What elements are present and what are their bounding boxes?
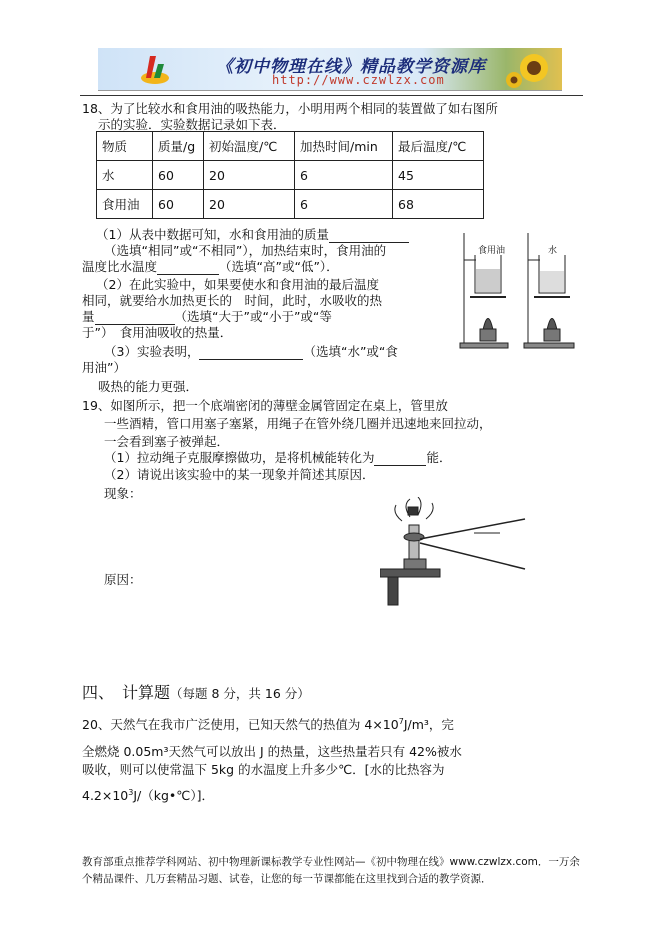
q18-data-table: [96, 131, 484, 219]
q20-line2: 全燃烧 0.05m³天然气可以放出 J 的热量，这些热量若只有 42%被水: [82, 744, 462, 759]
section-note: （每题 8 分，共 16 分）: [170, 686, 310, 701]
q18-stem-line2: 示的实验．实验数据记录如下表．: [98, 117, 286, 132]
q18-part3-text: （选填“水”或“食: [303, 344, 398, 359]
q18-part3-line2: 用油”）: [82, 360, 126, 375]
q18-part3-text: （3）实验表明，: [104, 344, 200, 359]
q19-part1-text: （1）拉动绳子克服摩擦做功，是将机械能转化为: [104, 450, 375, 465]
table-row: [97, 190, 484, 219]
table-cell: 45: [393, 161, 484, 190]
q18-part2-line2: 相同，就要给水加热更长的 时间，此时，水吸收的热: [82, 293, 383, 308]
logo-icon: [138, 52, 172, 86]
header-rule: [80, 95, 583, 96]
table-header-cell: 初始温度/℃: [204, 132, 295, 161]
q19-reason-label: 原因：: [104, 572, 142, 587]
metal-tube-figure: [380, 497, 530, 607]
q19-stem-line1: 19、如图所示，把一个底端密闭的薄壁金属管固定在桌上，管里放: [82, 398, 448, 413]
q20-line1: [82, 715, 454, 733]
table-cell: 20: [204, 161, 295, 190]
section-4-heading: [82, 680, 310, 703]
q18-part2-line4: 于”） 食用油吸收的热量．: [82, 325, 233, 340]
table-cell: 6: [295, 161, 393, 190]
banner-url[interactable]: http://www.czwlzx.com: [272, 73, 445, 87]
table-header-cell: 质量/g: [153, 132, 204, 161]
q18-part2-line1: （2）在此实验中，如果要使水和食用油的最后温度: [96, 277, 379, 292]
q20-line3: 吸收，则可以使常温下 5kg 的水温度上升多少℃．[水的比热容为: [82, 762, 445, 777]
answer-blank[interactable]: [157, 259, 219, 275]
q19-stem-line2: 一些酒精，管口用塞子塞紧，用绳子在管外绕几圈并迅速地来回拉动，: [104, 416, 492, 431]
q19-part2: （2）请说出该实验中的某一现象并简述其原因．: [104, 467, 375, 482]
q20-text: J/（kg•℃）]．: [133, 788, 214, 803]
banner-title: 《初中物理在线》精品教学资源库: [216, 57, 486, 77]
q20-text: 20、天然气在我市广泛使用，已知天然气的热值为 4×10: [82, 717, 399, 732]
q18-part2-text: 量: [82, 309, 95, 324]
table-header-cell: 最后温度/℃: [393, 132, 484, 161]
q20-text: J/m³，完: [403, 717, 454, 732]
q20-exponent: 7: [398, 716, 404, 726]
section-title: 四、 计算题: [82, 683, 171, 702]
table-cell: 60: [153, 190, 204, 219]
q19-phenomenon-label: 现象：: [104, 486, 142, 501]
page-footer: 教育部重点推荐学科网站、初中物理新课标教学专业性网站—《初中物理在线》www.czwlzx.com．一万余个精品课件、几万套精品习题、试卷，让您的每一节课都能在这里找到合适的教学资源．: [82, 856, 580, 885]
q18-stem-line1: 18、为了比较水和食用油的吸热能力，小明用两个相同的装置做了如右图所: [82, 101, 498, 116]
table-cell: 68: [393, 190, 484, 219]
answer-blank[interactable]: [374, 450, 426, 466]
q18-part1-line3: [82, 257, 339, 275]
oil-label: 食用油: [478, 246, 506, 256]
q20-line4: [82, 786, 214, 804]
q20-text: 4.2×10: [82, 788, 129, 803]
q20-exponent: 3: [128, 787, 134, 797]
q18-part1-text: （选填“高”或“低”）．: [219, 259, 339, 274]
q19-part1: [104, 448, 451, 466]
heating-apparatus-figure: [458, 225, 578, 350]
water-label: 水: [548, 246, 558, 256]
table-header-cell: 物质: [97, 132, 153, 161]
q18-part1-text: 温度比水温度: [82, 259, 158, 274]
table-cell: 食用油: [97, 190, 153, 219]
q18-part1-text: （1）从表中数据可知，水和食用油的质量: [96, 227, 329, 242]
header-banner: [98, 48, 562, 91]
table-cell: 20: [204, 190, 295, 219]
q18-part2-text: （选填“大于”或“小于”或“等: [174, 309, 332, 324]
table-header-row: [97, 132, 484, 161]
table-cell: 水: [97, 161, 153, 190]
table-cell: 6: [295, 190, 393, 219]
table-row: [97, 161, 484, 190]
q19-stem-line3: 一会看到塞子被弹起．: [104, 434, 230, 449]
q18-part3-line1: [104, 342, 398, 360]
sunflower-icon: [504, 50, 556, 88]
q19-part1-text: 能．: [426, 450, 452, 465]
table-header-cell: 加热时间/min: [295, 132, 393, 161]
answer-blank[interactable]: [199, 344, 303, 360]
table-cell: 60: [153, 161, 204, 190]
q18-part1-line2: （选填“相同”或“不相同”），加热结束时，食用油的: [104, 243, 387, 258]
q18-part3-line3: 吸热的能力更强．: [98, 379, 199, 394]
